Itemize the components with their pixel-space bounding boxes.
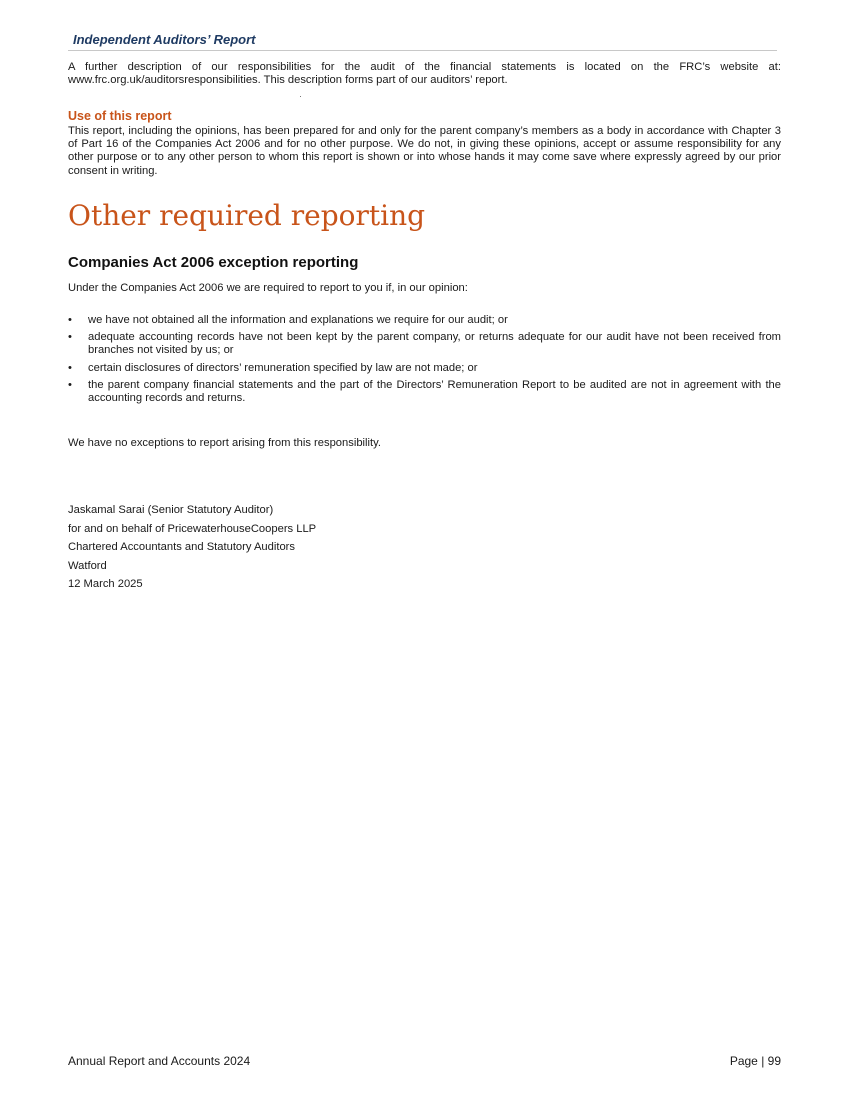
list-item — [68, 362, 781, 375]
bullet-icon: • — [68, 314, 72, 326]
use-of-report-heading: Use of this report — [68, 109, 172, 123]
use-of-report-body: This report, including the opinions, has been prepared for and only for the parent company’s members as a body in accordance with Chapter 3 of Part 16 of the Companies Act 2006 and for no other purpose. We do not, in giving these opinions, accept or assume responsibility for any other purpose or to any other person to whom this report is shown or into whose hands it may come save where expressly agreed by our prior consent in writing. — [68, 125, 781, 177]
bullet-icon: • — [68, 331, 72, 344]
intro-paragraph: A further description of our responsibilities for the audit of the financial statements is located on the FRC’s website at: www.frc.org.uk/auditorsresponsibilities. This description forms part of our auditors’ report. — [68, 61, 781, 87]
list-item-text: the parent company financial statements and the part of the Directors’ Remuneration Report to be audited are not in agreement with the accounting records and returns. — [88, 378, 781, 405]
header-divider — [68, 50, 777, 51]
footer-document-title: Annual Report and Accounts 2024 — [68, 1054, 251, 1068]
subsection-heading: Companies Act 2006 exception reporting — [68, 254, 359, 271]
bullet-icon: • — [68, 378, 72, 391]
list-item — [68, 331, 781, 357]
no-exceptions-statement: We have no exceptions to report arising from this responsibility. — [68, 437, 381, 449]
signatory-location: Watford — [68, 559, 107, 572]
bullet-icon: • — [68, 361, 72, 374]
list-item-text: adequate accounting records have not been kept by the parent company, or returns adequate for our audit have not been received from branches not visited by us; or — [88, 331, 781, 357]
list-item-text: we have not obtained all the information and explanations we require for our audit; or — [88, 314, 508, 326]
signature-block — [68, 501, 316, 594]
exception-lead-text: Under the Companies Act 2006 we are required to report to you if, in our opinion: — [68, 282, 468, 294]
exception-list — [68, 314, 781, 409]
signatory-behalf: for and on behalf of PricewaterhouseCoopers LLP — [68, 522, 317, 535]
list-item-text: certain disclosures of directors’ remuneration specified by law are not made; or — [88, 361, 478, 374]
signatory-firm-role: Chartered Accountants and Statutory Auditors — [68, 541, 295, 553]
footer-page-number: Page | 99 — [729, 1054, 781, 1068]
signatory-name: Jaskamal Sarai (Senior Statutory Auditor) — [68, 504, 274, 516]
section-title: Other required reporting — [68, 199, 426, 232]
signature-date: 12 March 2025 — [68, 578, 143, 590]
list-item — [68, 379, 781, 405]
page-header-title: Independent Auditors’ Report — [73, 32, 256, 47]
list-item — [68, 314, 781, 327]
stray-mark — [300, 96, 301, 97]
